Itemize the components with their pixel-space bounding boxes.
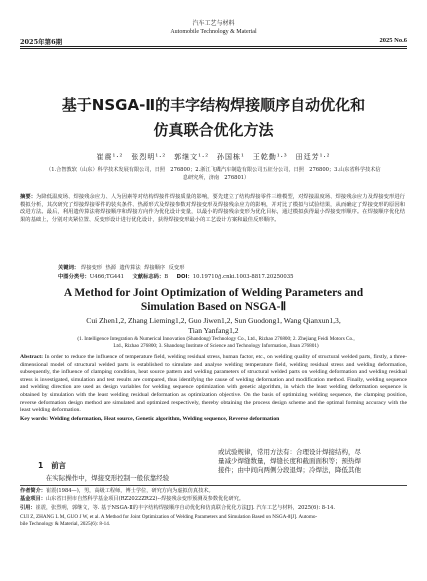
affiliation-en-line1: (1. Intelligence Integration & Numerical Innovation (Shandong) Technology Co., Ltd., Rizhao 276800; 2. Zhejiang Feidi Motors Co., [77, 336, 355, 342]
footnote-cite-cn: 崔震，张烈明，郭继文，等. 基于NSGA-Ⅱ的丰字结构焊接顺序自动优化和仿真联合优化方法[J]. 汽车工艺与材料，2025(6): 8-14. [35, 505, 336, 511]
header-rule-thin [20, 48, 407, 49]
abstract-en [20, 354, 407, 423]
issue-right: 2025 No.6 [379, 37, 407, 44]
authors-en-line1: Cui Zhen1,2, Zhang Lieming1,2, Guo Jiwen1,2, Sun Guodong1, Wang Qianxun1,3, [86, 316, 341, 325]
title-en-line1: A Method for Joint Optimization of Welding Parameters and [63, 287, 364, 299]
keywords-en-label: Key words: [20, 415, 48, 422]
footnote-cite-label: 引用： [20, 505, 36, 511]
title-cn-line2: 仿真联合优化方法 [153, 121, 274, 139]
footnote-author [20, 488, 407, 495]
abstract-cn-text: 为降低温度场、焊接残余应力、人为因素等对结构焊接件焊接质量的影响，要先建立了结构焊接零件三维模型，对焊接温度场、焊接残余应力及焊接变形进行模拟分析，其次研究了焊接焊接零件的装夹条件、热源形式及焊接参数对焊接变形及焊接残余应力的影响，并对比了模拟与试验结果，从而确定了焊接变形的原因和改进方法。最后，利用遗传算法将焊接顺序和焊接方向作为优化设计变量，以最小的焊接残余变形为优化目标，通过模拟获得最小焊接变形顺序。在焊接顺序优化结果的基础上，分别对夹紧位置、反变形设计进行优化设计，获得焊接变形最小的工艺设计方案和最佳反形顺序。 [20, 194, 405, 223]
body-text-right-line: 接件；由中间向两侧分段退焊；冷焊法，降低其他 [218, 466, 361, 474]
keywords-cn-label: 关键词： [58, 265, 80, 271]
footnote-fund-text: 山东省日照市自然科学基金项目(RZ2022ZR22)--焊接残余变形预测及参数优化研究。 [45, 496, 244, 502]
affiliation-cn-line1: （1.合智教软（山东）科学技术发展有限公司，日照 276800；2.浙江飞碟汽车制造有限公司五征分公司，日照 276800；3.山东省科学技术信 [46, 167, 381, 173]
authors-cn: 崔震¹·² 张烈明¹·² 郭继文¹·² 孙国栋¹ 王乾勤¹·³ 田廷芳¹·² [96, 153, 331, 161]
footnote-rule [20, 485, 407, 486]
body-text-right-line: 量减少焊缝数量，焊缝长度和截面面积等；预热焊 [218, 457, 361, 465]
keywords-en [20, 416, 407, 424]
header-rule [20, 46, 407, 47]
authors-en-line2: Tian Yanfang1,2 [188, 326, 239, 335]
clc-label: 中图分类号： [58, 274, 90, 280]
keyword-cn: 遗传算法 [119, 265, 141, 271]
body-text-left: 在实际操作中，焊接变形控制一般依靠经验 [45, 474, 170, 482]
doi-label: DOI： [176, 274, 193, 280]
footnote-cite-en-line2: bile Technology & Material, 2025(6): 8-14. [20, 521, 111, 527]
affiliation-en-line2: Ltd., Rizhao 276800; 3. Shandong Institute of Science and Technology Information, Jinan 276801) [113, 343, 319, 349]
footnote-citation [20, 505, 407, 512]
affiliation-cn [46, 166, 386, 182]
keyword-cn: 热源 [105, 265, 117, 271]
classification-line [58, 273, 294, 281]
body-text-right-line: 或试验规律，常用方法有：合理设计焊接结构，尽 [218, 448, 361, 456]
keyword-cn: 反变形 [168, 265, 185, 271]
footnote-fund-label: 基金项目： [20, 496, 46, 502]
footnote-author-label: 作者简介： [20, 488, 46, 494]
abstract-en-text: In order to reduce the influence of temperature field, welding residual stress, human factor, etc., on welding quality of structural welded parts, firstly, a three-dimensional model of structural welded parts is established to simulate and analyse welding temperature field, welding residual stress and welding deformation, subsequently, the influence of clamping condition, heat source pattern and welding parameters of structural welded parts on welding deformation and welding residual stress is investigated, simulation and test results are compared, thus identifying the cause of welding deformation and modification method. Finally, welding sequence and welding direction are used as design variables for welding sequence optimization with genetic algorithm, in which the least welding deformation sequence is obtained by simulation with the least welding residual deformation as optimization objective. On the basis of optimizing welding sequence, the clamping position, reverse deformation design method are simulated and optimized respectively, thereby obtaining the process design scheme and the optimal forming accuracy with the least welding deformation. [20, 354, 407, 414]
abstract-cn-label: 摘要： [20, 194, 37, 200]
section-heading [38, 460, 66, 471]
journal-name-cn: 汽车工艺与材料 [192, 20, 235, 27]
keywords-en-text: Welding deformation, Heat source, Genetic algorithm, Welding sequence, Reverse deformation [49, 415, 280, 422]
footnote-fund [20, 496, 407, 503]
footnote-author-text: 崔震(1984—)，男，高级工程师，博士学位，研究方向为虚拟仿真技术。 [45, 488, 214, 494]
footnote-cite-en-line1: CUI Z, ZHANG L M, GUO J W, et al. A Method for Joint Optimization of Welding Parameters and Simulation Based on NSGA-Ⅱ[J]. Automo- [20, 514, 318, 520]
abstract-en-label: Abstract: [20, 354, 44, 360]
keywords-cn [58, 264, 185, 272]
doi-value: 10.19710/j.cnki.1003-8817.20250035 [192, 274, 294, 280]
body-text-right [218, 448, 408, 475]
title-cn-line1: 基于NSGA-Ⅱ的丰字结构焊接顺序自动优化和 [61, 96, 366, 114]
issue-left: 2025年第6期 [20, 38, 63, 46]
abstract-cn [20, 194, 405, 224]
affiliation-en [36, 336, 396, 350]
affiliation-cn-line2: 息研究所，济南 276801） [182, 175, 250, 181]
section-number: 1 [38, 461, 44, 470]
title-en-line2: Simulation Based on NSGA-Ⅱ [140, 301, 287, 313]
clc-value: U466;TG441 [89, 274, 125, 280]
keyword-cn: 焊接变形 [80, 265, 103, 271]
keyword-cn: 焊接顺序 [144, 265, 166, 271]
journal-name-en: Automobile Technology & Material [170, 29, 257, 35]
section-title: 前言 [51, 461, 67, 470]
doc-code-label: 文献标志码： [132, 274, 165, 280]
doc-code-value: B [164, 274, 169, 280]
